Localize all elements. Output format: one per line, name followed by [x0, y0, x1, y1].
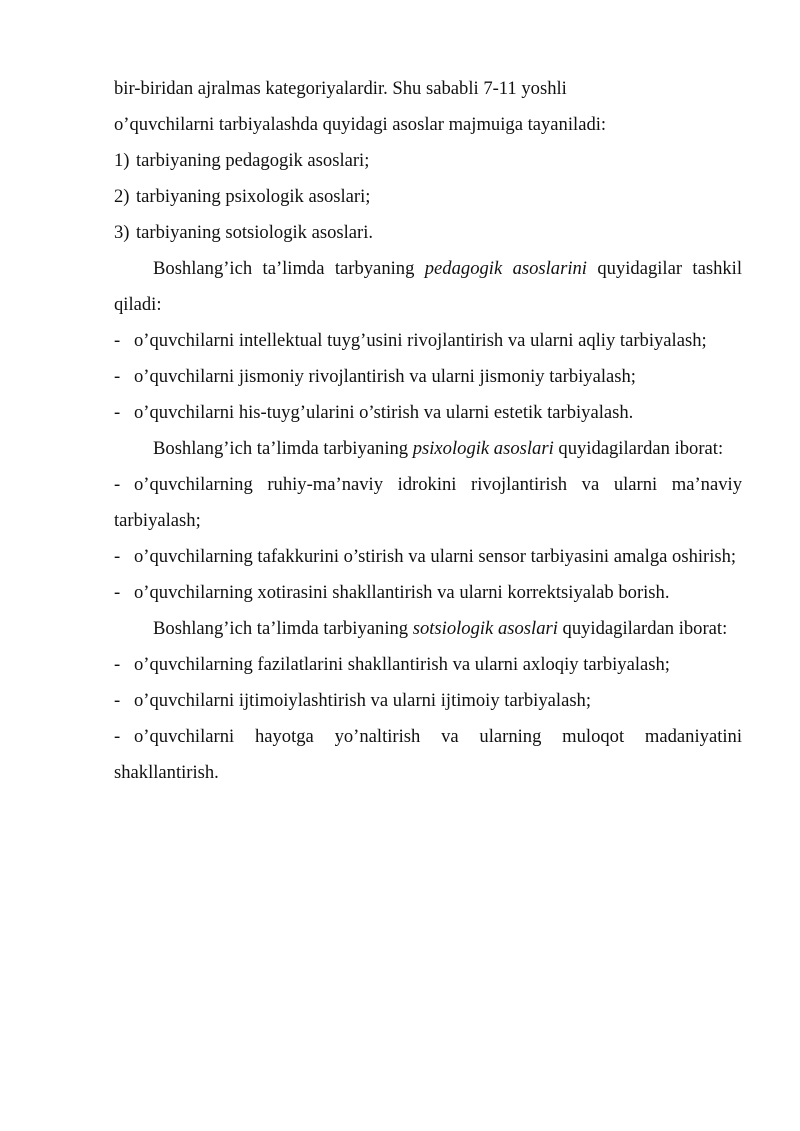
dash-marker: - [114, 330, 121, 351]
item-text: o’quvchilarni hayotga yo’naltirish va ularning muloqot madaniyatini shakllantirish. [114, 726, 742, 783]
item-text: o’quvchilarni intellektual tuyg’usini rivojlantirish va ularni aqliy tarbiyalash; [134, 330, 707, 351]
item-text: o’quvchilarni his-tuyg’ularini o’stirish va ularni estetik tarbiyalash. [134, 402, 634, 423]
dash-item [114, 359, 742, 395]
intro-paragraph [114, 71, 742, 143]
dash-item [114, 575, 742, 611]
emphasis-term: psixologik asoslari [412, 438, 554, 459]
lead-text: Boshlang’ich ta’limda tarbiyaning [153, 618, 413, 639]
lead-text: quyidagilardan iborat: [553, 438, 724, 459]
lead-text: quyidagilardan iborat: [557, 618, 728, 639]
emphasis-term: sotsiologik asoslari [412, 618, 558, 639]
list-number: 3) [114, 222, 130, 243]
dash-marker: - [114, 402, 121, 423]
dash-item [114, 395, 742, 431]
list-number: 1) [114, 150, 130, 171]
dash-marker: - [114, 474, 121, 495]
numbered-item-3 [114, 215, 742, 251]
emphasis-term: pedagogik asoslarini [424, 258, 587, 279]
intro-line-1: bir-biridan ajralmas kategoriyalardir. Shu sababli 7-11 yoshli [114, 78, 567, 99]
dash-marker: - [114, 654, 121, 675]
section-lead-pedagogik [114, 251, 742, 323]
item-text: o’quvchilarning fazilatlarini shakllantirish va ularni axloqiy tarbiyalash; [134, 654, 670, 675]
dash-marker: - [114, 546, 121, 567]
dash-item [114, 323, 742, 359]
list-text: tarbiyaning pedagogik asoslari; [136, 150, 370, 171]
dash-marker: - [114, 582, 121, 603]
list-number: 2) [114, 186, 130, 207]
item-text: o’quvchilarning xotirasini shakllantirish va ularni korrektsiyalab borish. [134, 582, 670, 603]
section-lead-psixologik [114, 431, 742, 467]
item-text: o’quvchilarning ruhiy-ma’naviy idrokini rivojlantirish va ularni ma’naviy tarbiyalash; [114, 474, 742, 531]
dash-item [114, 719, 742, 791]
numbered-item-1 [114, 143, 742, 179]
item-text: o’quvchilarni jismoniy rivojlantirish va ularni jismoniy tarbiyalash; [134, 366, 636, 387]
dash-marker: - [114, 690, 121, 711]
dash-item [114, 647, 742, 683]
list-text: tarbiyaning psixologik asoslari; [136, 186, 371, 207]
lead-text: Boshlang’ich ta’limda tarbyaning [153, 258, 425, 279]
document-page [114, 71, 742, 791]
intro-line-2: o’quvchilarni tarbiyalashda quyidagi asoslar majmuiga tayaniladi: [114, 114, 607, 135]
dash-marker: - [114, 726, 121, 747]
lead-text: quyidagilar tashkil qiladi: [114, 258, 742, 315]
item-text: o’quvchilarning tafakkurini o’stirish va ularni sensor tarbiyasini amalga oshirish; [134, 546, 737, 567]
lead-text: Boshlang’ich ta’limda tarbiyaning [153, 438, 413, 459]
dash-item [114, 539, 742, 575]
section-lead-sotsiologik [114, 611, 742, 647]
dash-item [114, 683, 742, 719]
numbered-item-2 [114, 179, 742, 215]
list-text: tarbiyaning sotsiologik asoslari. [136, 222, 374, 243]
dash-marker: - [114, 366, 121, 387]
dash-item [114, 467, 742, 539]
item-text: o’quvchilarni ijtimoiylashtirish va ularni ijtimoiy tarbiyalash; [134, 690, 592, 711]
